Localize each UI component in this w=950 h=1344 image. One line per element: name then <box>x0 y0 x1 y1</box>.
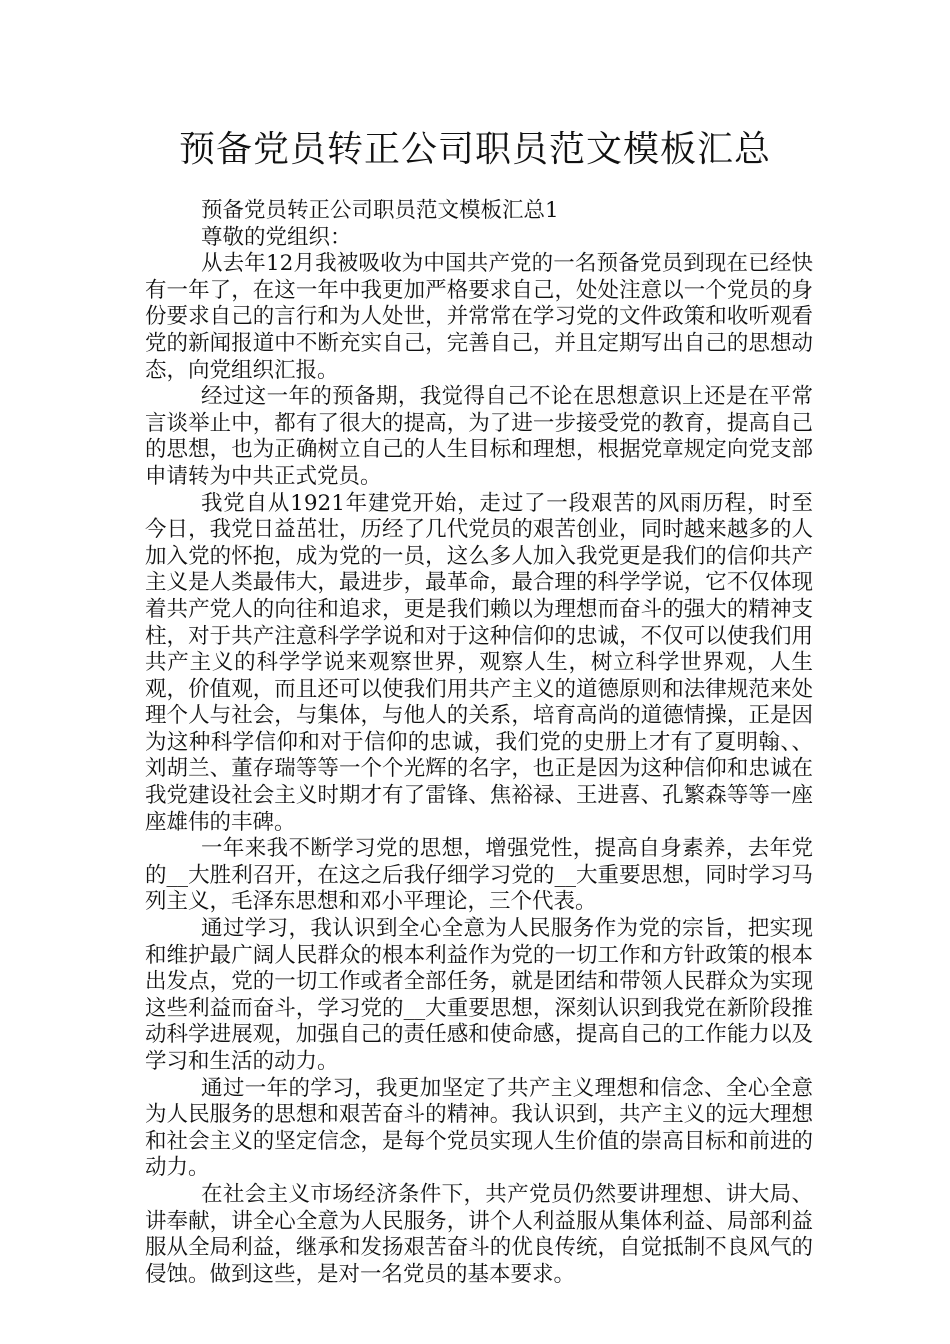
paragraph: 一年来我不断学习党的思想，增强党性，提高自身素养，去年党的__大胜利召开，在这之后我仔细学习党的__大重要思想，同时学习马列主义，毛泽东思想和邓小平理论，三个代表。 <box>145 836 813 915</box>
paragraph: 通过一年的学习，我更加坚定了共产主义理想和信念、全心全意为人民服务的思想和艰苦奋斗的精神。我认识到，共产主义的远大理想和社会主义的坚定信念，是每个党员实现人生价值的崇高目标和前进的动力。 <box>145 1075 813 1181</box>
paragraph: 通过学习，我认识到全心全意为人民服务作为党的宗旨，把实现和维护最广阔人民群众的根本利益作为党的一切工作和方针政策的根本出发点，党的一切工作或者全部任务，就是团结和带领人民群众为实现这些利益而奋斗，学习党的__大重要思想，深刻认识到我党在新阶段推动科学进展观，加强自己的责任感和使命感，提高自己的工作能力以及学习和生活的动力。 <box>145 916 813 1074</box>
paragraph: 经过这一年的预备期，我觉得自己不论在思想意识上还是在平常言谈举止中，都有了很大的提高，为了进一步接受党的教育，提高自己的思想，也为正确树立自己的人生目标和理想，根据党章规定向党支部申请转为中共正式党员。 <box>145 384 813 489</box>
paragraph: 在社会主义市场经济条件下，共产党员仍然要讲理想、讲大局、讲奉献，讲全心全意为人民服务，讲个人利益服从集体利益、局部利益服从全局利益，继承和发扬艰苦奋斗的优良传统，自觉抵制不良风气的侵蚀。做到这些，是对一名党员的基本要求。 <box>145 1181 813 1287</box>
document-subtitle: 预备党员转正公司职员范文模板汇总1 <box>201 198 559 223</box>
salutation: 尊敬的党组织： <box>201 224 352 250</box>
paragraph: 从去年12月我被吸收为中国共产党的一名预备党员到现在已经快有一年了，在这一年中我更加严格要求自己，处处注意以一个党员的身份要求自己的言行和为人处世，并常常在学习党的文件政策和收听观看党的新闻报道中不断充实自己，完善自己，并且定期写出自己的思想动态，向党组织汇报。 <box>145 251 813 383</box>
document-body <box>145 198 813 1288</box>
paragraph: 我党自从1921年建党开始，走过了一段艰苦的风雨历程，时至今日，我党日益茁壮，历经了几代党员的艰苦创业，同时越来越多的人加入党的怀抱，成为党的一员，这么多人加入我党更是我们的信仰共产主义是人类最伟大，最进步，最革命，最合理的科学学说，它不仅体现着共产党人的向往和追求，更是我们赖以为理想而奋斗的强大的精神支柱，对于共产注意科学学说和对于这种信仰的忠诚，不仅可以使我们用共产主义的科学学说来观察世界，观察人生，树立科学世界观，人生观，价值观，而且还可以使我们用共产主义的道德原则和法律规范来处理个人与社会，与集体，与他人的关系，培育高尚的道德情操，正是因为这种科学信仰和对于信仰的忠诚，我们党的史册上才有了夏明翰、、刘胡兰、董存瑞等等一个个光辉的名字，也正是因为这种信仰和忠诚在我党建设社会主义时期才有了雷锋、焦裕禄、王进喜、孔繁森等等一座座雄伟的丰碑。 <box>145 490 813 835</box>
document-title: 预备党员转正公司职员范文模板汇总 <box>178 129 771 170</box>
